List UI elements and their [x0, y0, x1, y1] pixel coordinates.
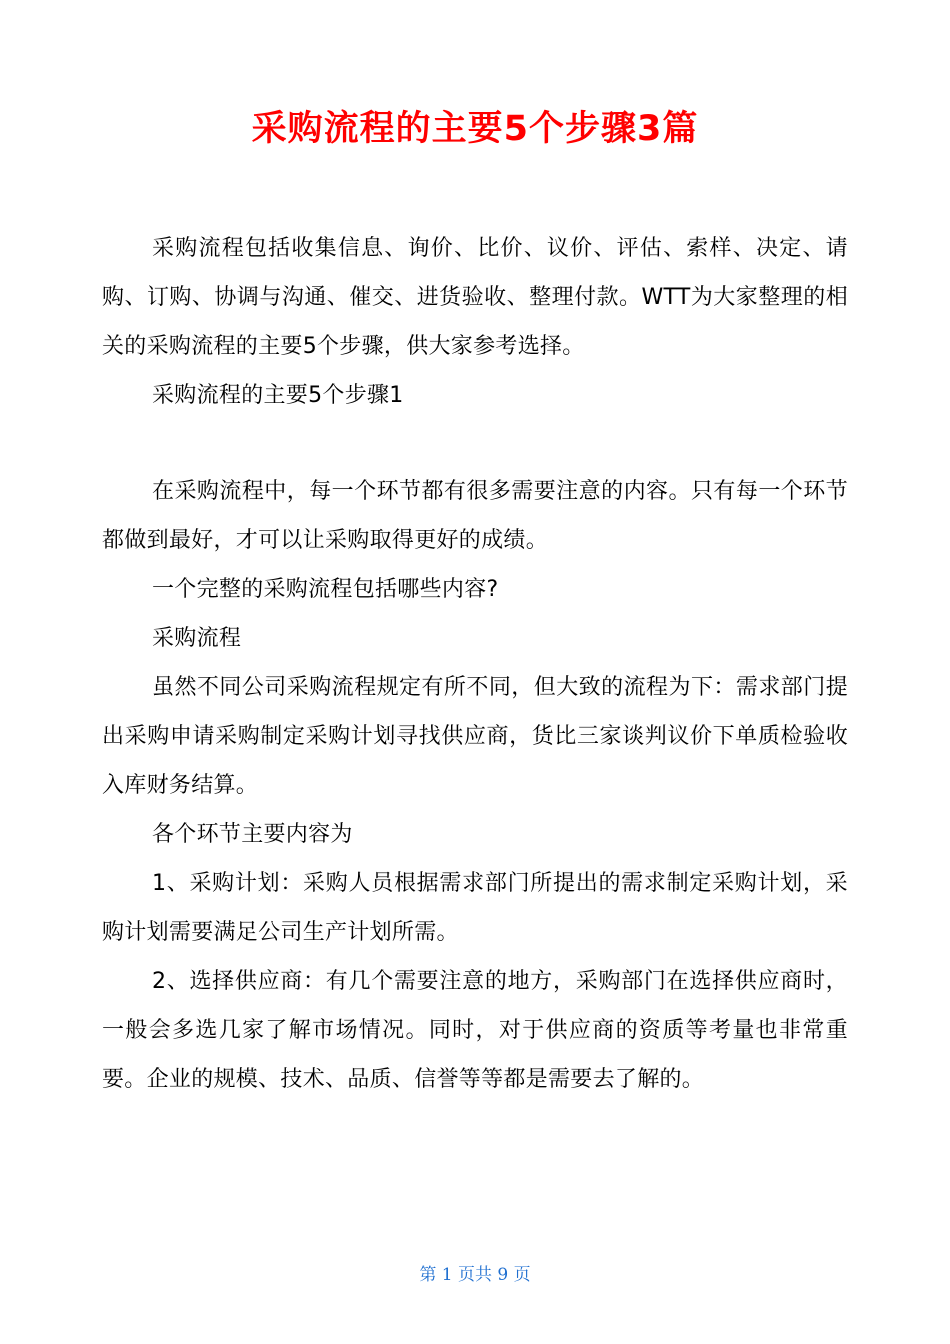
- section-heading: 采购流程的主要5个步骤1: [152, 383, 404, 408]
- paragraph: 在采购流程中，每一个环节都有很多需要注意的内容。只有每一个环节都做到最好，才可以让采购取得更好的成绩。: [102, 479, 848, 553]
- paragraph: 2、选择供应商：有几个需要注意的地方，采购部门在选择供应商时，一般会多选几家了解市场情况。同时，对于供应商的资质等考量也非常重要。企业的规模、技术、品质、信誉等等都是需要去了解的。: [102, 969, 848, 1092]
- paragraph-intro: 采购流程包括收集信息、询价、比价、议价、评估、索样、决定、请购、订购、协调与沟通、催交、进货验收、整理付款。WTT为大家整理的相关的采购流程的主要5个步骤，供大家参考选择。: [102, 236, 848, 359]
- blank-line: [102, 420, 848, 467]
- page-footer: 第 1 页共 9 页: [419, 1265, 531, 1285]
- document-title: 采购流程的主要5个步骤3篇: [251, 109, 699, 149]
- paragraph: 各个环节主要内容为: [152, 822, 353, 847]
- document-body: [102, 224, 848, 1104]
- paragraph: 采购流程: [152, 626, 242, 651]
- paragraph: 虽然不同公司采购流程规定有所不同，但大致的流程为下：需求部门提出采购申请采购制定采购计划寻找供应商，货比三家谈判议价下单质检验收入库财务结算。: [102, 675, 848, 798]
- paragraph: 一个完整的采购流程包括哪些内容?: [152, 577, 499, 602]
- paragraph: 1、采购计划：采购人员根据需求部门所提出的需求制定采购计划，采购计划需要满足公司生产计划所需。: [102, 871, 848, 945]
